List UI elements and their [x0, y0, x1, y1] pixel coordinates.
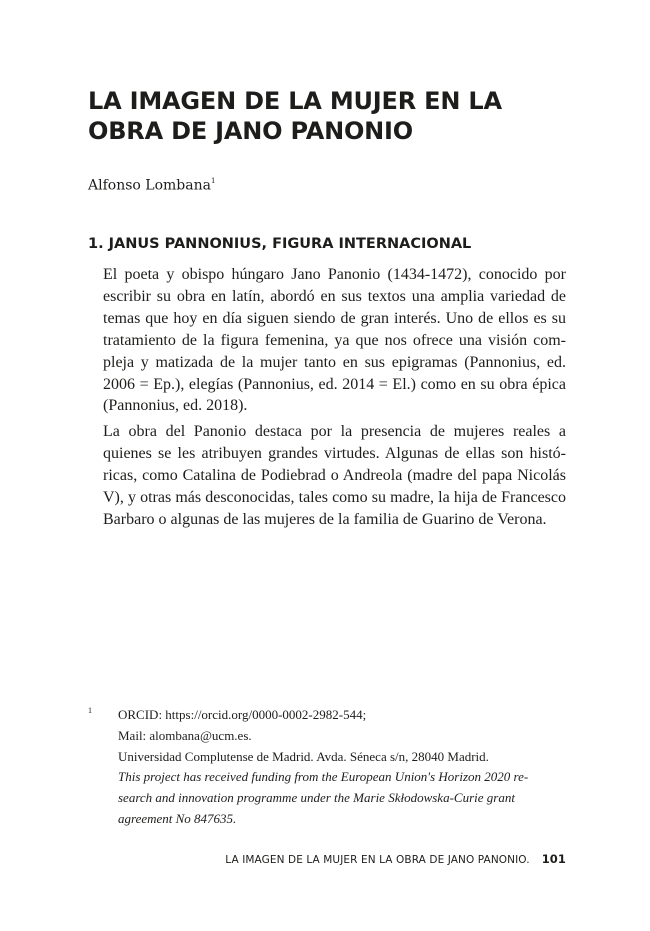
text-line: La obra del Panonio destaca por la presencia de mujeres reales a	[103, 423, 566, 441]
footnote-orcid: ORCID: https://orcid.org/0000-0002-2982-544;	[118, 707, 367, 722]
text-line: Barbaro o algunas de las mujeres de la familia de Guarino de Verona.	[103, 510, 547, 528]
running-footer-text: LA IMAGEN DE LA MUJER EN LA OBRA DE JANO PANONIO.	[225, 854, 530, 866]
footnote-funding-line: search and innovation programme under the Marie Skłodowska-Curie grant	[118, 790, 515, 806]
footnote-mail: Mail: alombana@ucm.es.	[118, 727, 252, 743]
body-text	[88, 264, 566, 535]
author-name: Alfonso Lombana	[88, 177, 211, 194]
footnote-mark: 1	[88, 706, 92, 715]
footnote-body	[118, 705, 566, 830]
text-line: quienes se les atribuyen grandes virtudes. Algunas de ellas son histó-	[103, 445, 566, 463]
author-footnote-ref: 1	[210, 177, 216, 185]
page-number: 101	[541, 852, 566, 866]
footnote-affiliation: Universidad Complutense de Madrid. Avda. Séneca s/n, 28040 Madrid.	[118, 748, 489, 764]
text-line: El poeta y obispo húngaro Jano Panonio (1434-1472), conocido por	[103, 266, 566, 283]
footnote-funding-line: This project has received funding from the European Union's Horizon 2020 re-	[118, 769, 529, 785]
article-title-line: OBRA DE JANO PANONIO	[88, 117, 413, 145]
section-heading: 1. JANUS PANNONIUS, FIGURA INTERNACIONAL	[88, 236, 472, 252]
text-line: V), y otras más desconocidas, tales como su madre, la hija de Francesco	[103, 489, 566, 507]
text-line: ricas, como Catalina de Podiebrad o Andreola (madre del papa Nicolás	[103, 467, 566, 485]
text-line: tratamiento de la figura femenina, ya que nos ofrece una visión com-	[103, 331, 566, 349]
article-title	[88, 86, 568, 146]
footnote	[88, 705, 566, 830]
text-line: pleja y matizada de la mujer tanto en sus epigramas (Pannonius, ed.	[103, 353, 566, 371]
author-line	[88, 173, 215, 195]
running-footer	[225, 852, 566, 867]
text-line: (Pannonius, ed. 2018).	[103, 397, 248, 415]
text-line: temas que hoy en día siguen siendo de gran interés. Uno de ellos es su	[103, 309, 566, 327]
paragraph	[88, 421, 566, 531]
text-line: escribir su obra en latín, abordó en sus textos una amplia variedad de	[103, 287, 566, 305]
paragraph	[88, 264, 566, 417]
text-line: 2006 = Ep.), elegías (Pannonius, ed. 2014 = El.) como en su obra épica	[103, 375, 566, 393]
article-title-line: LA IMAGEN DE LA MUJER EN LA	[88, 87, 502, 115]
footnote-funding-line: agreement No 847635.	[118, 810, 237, 826]
